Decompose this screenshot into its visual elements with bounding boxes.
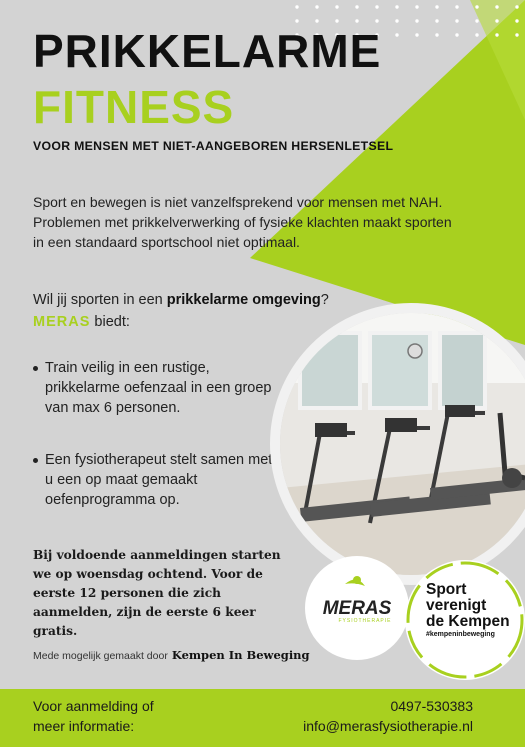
benefit-list (33, 358, 273, 542)
meras-logo-sub: FYSIOTHERAPIE (338, 618, 392, 624)
sport-logo-text (426, 582, 510, 630)
credit-text: Mede mogelijk gemaakt door (33, 650, 168, 662)
offer-brand: MERAS (33, 314, 91, 330)
question-suffix: ? (320, 292, 329, 308)
meras-logo-name: MERAS (322, 598, 392, 619)
question-line (33, 290, 329, 310)
sport-logo-line-1: Sport (426, 581, 467, 598)
title-line-1: PRIKKELARME (33, 25, 382, 77)
footer-label-line-1: Voor aanmelding of (33, 698, 154, 714)
question-bold: prikkelarme omgeving (166, 292, 321, 308)
question-prefix: Wil jij sporten in een (33, 292, 167, 308)
offer-text: biedt: (90, 314, 130, 330)
list-item: Een fysiotherapeut stelt samen met u een op maat gemaakt oefenprogramma op. (33, 450, 273, 510)
sport-logo-line-3: de Kempen (426, 613, 510, 630)
intro-paragraph: Sport en bewegen is niet vanzelfsprekend voor mensen met NAH. Problemen met prikkelverwerking of fysieke klachten maakt sporten in een standaard sportschool niet optimaal. (33, 194, 452, 250)
offer-line (33, 312, 130, 332)
footer-contact-info (303, 696, 473, 736)
notice-text: Bij voldoende aanmeldingen starten we op woensdag ochtend. Voor de eerste 12 personen die zich aanmelden, zijn de eerste 6 keer gratis. (33, 548, 281, 638)
footer-contact-label (33, 696, 154, 736)
email-address[interactable]: info@merasfysiotherapie.nl (303, 718, 473, 734)
title-line-2: FITNESS (33, 81, 235, 133)
phone-number[interactable]: 0497-530383 (390, 698, 473, 714)
footer-label-line-2: meer informatie: (33, 718, 135, 734)
meras-logo-mark (305, 556, 409, 660)
list-item: Train veilig in een rustige, prikkelarme oefenzaal in een groep van max 6 personen. (33, 358, 273, 418)
credit-line (33, 648, 310, 662)
gym-illustration (280, 313, 525, 575)
sport-logo-hashtag: #kempeninbeweging (426, 631, 495, 638)
sport-logo-line-2: verenigt (426, 597, 487, 614)
meras-logo (305, 556, 409, 660)
subtitle: VOOR MENSEN MET NIET-AANGEBOREN HERSENLETSEL (33, 139, 394, 153)
credit-org: Kempen In Beweging (171, 648, 310, 662)
